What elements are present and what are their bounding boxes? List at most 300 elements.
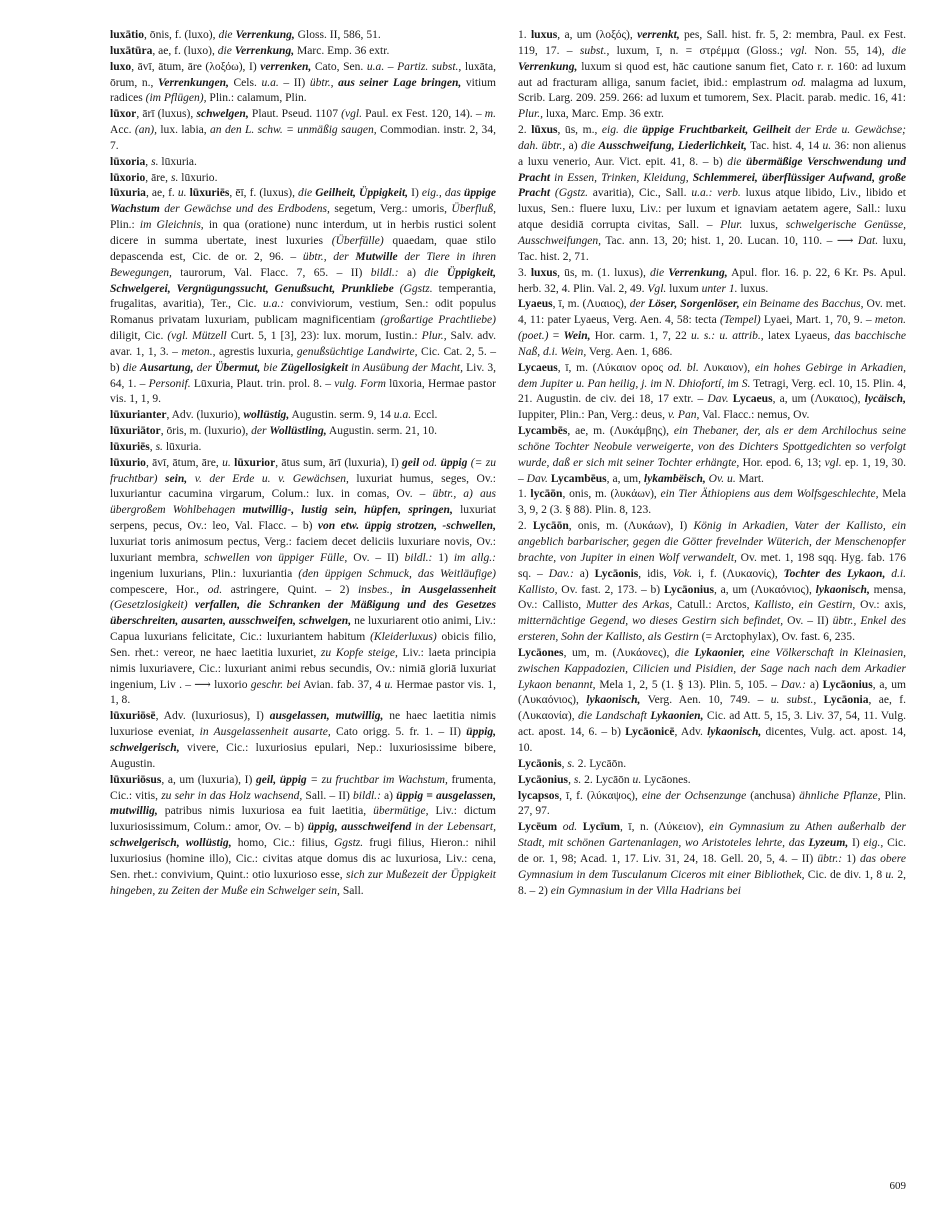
bold-italic-text: übermäßige Verschwendung und Pracht [518,155,907,184]
entry-text: Curt. 5, 1 [3], 23): lux. morum, Iustin.: [226,330,422,343]
italic-text: die [580,139,599,152]
entry-text: , um, m. (Λυκάονες), [563,646,675,659]
bold-italic-text: lykaonisch, [815,583,870,596]
bold-italic-text: Tochter des Lykaon, [783,567,886,580]
italic-text: eig., [863,837,884,850]
italic-text: die [218,29,236,41]
entry-text: Catull.: Arctos, [672,599,755,612]
entry-text [816,694,823,706]
italic-text: u. s.: u. attrib., [690,330,764,343]
entry-text: , ōris, m. (luxurio), [160,425,252,438]
entry-text: , a, um (Λυκαόνιος), [518,678,906,707]
entry-text: Ov. met. 1, 198 sqq. Hyg. fab. 176 sq. – [518,551,906,580]
italic-text: (vgl. Mützell [167,330,227,343]
italic-text: die [891,44,906,57]
page-number: 609 [889,1180,906,1192]
italic-text: ein hohes Gebirge in Arkadien, dem Jupiter u. Pan heilig, j. im N. Dhiofortí, im S. [518,361,906,390]
italic-text: bildl.: [370,266,399,279]
italic-text: ähnliche Pflanze, [799,789,881,802]
bold-italic-text: ausgelassen, mutwillig, [269,710,384,723]
entry-text: Mela 1, 2, 5 (1. § 13). Plin. 5, 105. – [595,678,781,691]
entry-text: Ov. fast. 2, 173. – b) [557,583,664,596]
italic-text: Plur. [720,219,743,232]
italic-text: u. [822,139,832,152]
italic-text: sich zur Mußezeit der Üppigkeit hingeben, zu Zeiten der Muße ein Schwelger sein, [110,868,496,897]
entry-text: luxum [666,282,702,295]
italic-text: (im Pflügen), [145,92,207,105]
entry-text: I) [848,837,864,850]
entry-text: Eccl. [411,409,438,422]
entry-text: i, f. (Λυκαονίς), [692,567,784,580]
bold-italic-text: Üppigkeit, Schwelgerei, Vergnügungssucht, Genußsucht, Prunkliebe [110,266,496,295]
entry-text: 2. Lycāōn. [574,757,627,770]
entry-text: Plin.: calamum, Plin. [206,92,307,105]
dictionary-entry [110,44,496,60]
headword: Lycambēus [550,472,607,485]
entry-text: vitium radices [110,76,496,105]
italic-text: u. [632,773,642,786]
italic-text: genußsüchtige Landwirte, [296,345,418,358]
entry-text: luxu, Tac. hist. 2, 71. [518,234,906,263]
italic-text: in Ausgelassenheit ausarte, [199,726,331,739]
entry-text: lux. labia, [156,124,211,137]
italic-text: bildl.: [404,551,433,564]
entry-text: luxus atque libido, Liv., libido et luxus, Sen.: fluere luxu, Liv.: per luxum et ignaviam aetatem agere, Sall.: luxu atque desidiā corrupta civitas, Sall. – [518,187,906,232]
entry-text: luxāta, ōrum, n., [110,60,496,89]
entry-text: 3. [518,266,531,279]
entry-text: quaedam, quae stilo depascenda est, Cic. de or. 2, 96. – [110,234,496,263]
bold-italic-text: Verrenkung, [234,44,295,57]
headword: lūxorio [110,171,146,184]
italic-text: Vgl. [647,282,667,295]
italic-text: übtr., Enkel des ersteren, Sohn der Kallisto, als Gestirn [518,615,906,644]
entry-text: , [568,773,574,786]
italic-text: König in Arkadien, Vater der Kallisto, ein angeblich barbarischer, gegen die Götter frevelnder Wüterich, der Menschenopfer brachte, von Jupiter in einen Wolf verwandelt, [518,520,906,564]
bold-italic-text: von etw. üppig strotzen, -schwellen, [317,520,496,533]
bold-italic-text: Ausartung, [139,361,194,374]
entry-text: latex Lyaeus, [763,330,835,343]
dictionary-entry [518,424,906,487]
entry-text: Mela 3, 9, 2 (3. § 88). Plin. 8, 123. [518,488,906,517]
entry-text: – II) [278,76,310,89]
italic-text: m. [484,108,497,121]
headword: lūxuriōsus [110,773,162,786]
entry-text: Verg. Aen. 10, 749. – [640,694,771,707]
entry-text: , Adv. (luxuriosus), I) [155,710,270,723]
entry-text: ne haec laetitia nimis luxuriose eveniat, [110,710,496,739]
italic-text: (= zu fruchtbar) [110,456,496,485]
entry-text: Paul. ex Fest. 120, 14). – [361,108,485,121]
headword: lūxurio [110,456,146,469]
italic-text: (vgl. [341,108,362,121]
bold-italic-text: üppige Fruchtbarkeit, Geilheit [642,124,791,137]
italic-text: eig. die [601,124,642,137]
bold-italic-text: verfallen, die Schranken der Mäßigung und des Gesetzes überschreiten, ausarten, ausschweifen, schwelgen, [110,599,496,628]
right-column [518,28,906,899]
italic-text: Plur., [518,108,544,121]
bold-italic-text: lykaonisch, [707,726,762,739]
entry-text: Ov. – II) [347,551,405,564]
dictionary-entry [110,107,496,155]
entry-text: obicis filio, Sen. rhet.: vereor, ne haec laetitia luxuriet, [110,631,496,659]
headword: lūxus [531,124,558,137]
headword: Lycāonius [663,583,714,596]
italic-text: der [193,361,216,374]
italic-text: u.a. – Partiz. subst., [366,60,462,73]
italic-text: ein Beiname des Bacchus, [739,298,864,311]
italic-text: (Überfülle) [331,234,384,247]
bold-italic-text: Verrenkung, [668,266,728,279]
dictionary-entry [110,773,496,900]
dictionary-entry [518,266,906,298]
italic-text: ein Gymnasium in der Villa Hadrians bei [550,884,742,897]
italic-text: im Gleichnis, [139,219,204,232]
entry-text: vivere, Cic.: luxuriosius epulari, Nep.: luxuriosissime bibere, Augustin. [110,741,496,770]
headword: Lyaeus [518,298,553,311]
bold-italic-text: üppig [440,456,468,469]
headword: Lycāonicē [625,726,675,739]
entry-text: Liv. 3, 64, 1. – [110,361,496,390]
headword: Lycaeus [518,361,558,374]
entry-text: Ov.: axis, [855,599,907,612]
entry-text: Lycāones. [641,773,691,786]
headword: luxus [530,29,558,41]
entry-text: mensa, Ov.: Callisto, [518,583,906,612]
italic-text: eig., das [421,187,464,200]
italic-text: s. [573,773,582,786]
bold-italic-text: lykaonisch, [586,694,641,707]
italic-text: u. [384,678,394,691]
headword: lūxoria [110,155,146,168]
italic-text: die [424,266,447,279]
entry-text: lūxuria. [162,440,202,453]
entry-text: lūxuria. [158,155,197,168]
italic-text: Kallisto, ein Gestirn, [754,599,856,612]
headword: lūxurior [234,456,276,469]
dictionary-entry [110,28,496,44]
entry-text: , ōnis, f. (luxo), [144,29,219,41]
entry-text: 1. [518,29,531,41]
entry-text: Mart. [735,472,764,485]
entry-text: , ēī, f. (luxus), [229,187,299,200]
entry-text: , ae, f. (luxo), [152,44,218,57]
italic-text: bie [260,361,281,374]
entry-text: Liv.: laeta principia nimis luxuriavere, Cic.: luxuriant animi rebus secundis, Ov.: nimiā gloriā luxuriat ingenium, Liv . – ⟶ luxorio [110,646,496,691]
italic-text: u.a.: [262,298,285,311]
entry-text: luxus, [742,219,786,232]
italic-text: (Tempel) [720,314,761,327]
italic-text: od. [207,583,223,596]
italic-text: das obere Gymnasium in dem Tusculanum Ciceros mit einer Bibliothek, [518,852,906,881]
dictionary-entry [110,456,496,710]
bold-italic-text: Lykaonier, [694,646,746,659]
headword: lūxuriōsē [110,710,156,723]
bold-italic-text: geil, üppig [255,773,307,786]
entry-text: Plin.: [110,219,140,232]
entry-text: a) [806,678,823,691]
entry-text: Ov. met. 4, 11: pater Lyaeus, Verg. Aen. 4, 58: tecta [518,298,906,327]
italic-text: die [727,155,747,168]
italic-text: u.a.: verb. [691,187,741,200]
entry-text: Avian. fab. 37, 4 [300,678,385,691]
entry-text: , ūs, m. (1. luxus), [557,266,651,279]
entry-text: Cic. de or. 1, 98; Acad. 1, 17. Liv. 31, 24, 18. Gell. 20, 5, 4. – II) [518,837,906,865]
headword: luxātūra [110,44,153,57]
entry-text: a) [573,567,595,580]
entry-text: Sall. – II) [302,789,354,802]
entry-text: 2, 8. – 2) [518,868,906,897]
entry-text: Verg. Aen. 1, 686. [586,345,673,358]
headword: Lycāonis [518,757,562,770]
bold-italic-text: üppig, schwelgerisch, [110,726,496,754]
bold-italic-text: lykambëisch, [643,472,706,485]
italic-text: Ggstz. [333,837,364,850]
entry-text: Sall. [339,884,364,897]
entry-text: Salv. adv. avar. 1, 1, 3. – [110,330,496,358]
italic-text: übtr.: [817,852,843,865]
italic-text: vulg. Form [334,377,386,390]
italic-text: übermütige, [373,805,429,818]
dictionary-entry [518,789,906,821]
italic-text: (Kleiderluxus) [370,631,437,644]
italic-text: Dav.: [548,567,574,580]
entry-text: a) [398,266,425,279]
entry-text: Acc. [110,124,135,137]
entry-text: Gloss. II, 586, 51. [294,29,381,41]
entry-text: Tac. hist. 4, 14 [746,139,823,152]
bold-italic-text: üppige Wachstum [110,187,496,216]
italic-text: (an), [134,124,157,137]
headword: Lycāonius [822,678,873,691]
entry-text: , ūs, m., [557,124,602,137]
dictionary-entry [110,60,496,108]
italic-text: in Essen, Trinken, Kleidung, [550,171,693,184]
italic-text: bildl.: [353,789,381,802]
entry-text: ep. 1, 19, 30. – [518,456,906,485]
dictionary-entry [110,424,496,440]
italic-text: u. [222,456,231,469]
entry-text: patribus nimis luxuriosa ea fuit laetitia, [157,805,374,818]
entry-text: Augustin. serm. 9, 14 [289,409,394,422]
entry-text: a) [380,789,397,802]
bold-italic-text: Verrenkungen, [157,76,229,89]
entry-text: frugi filius, Hieron.: nihil luxuriosius (homine illo), Cic.: civitas atque domus dis ac luxuriosa, Liv.: cena, Sen. rhet.: convivium, Quint.: otio luxurioso esse, [110,837,496,881]
headword: lūxurianter [110,409,167,422]
italic-text: in der Lebensart, [411,821,497,834]
headword: lūxuriēs [110,440,150,453]
italic-text: schwellen von üppiger Fülle, [204,551,348,564]
italic-text: Vok. [672,567,693,580]
entry-text: I) [408,187,422,200]
italic-text: u. [177,187,187,200]
bold-italic-text: sein, [165,472,188,485]
bold-italic-text: lycäisch, [864,393,906,406]
entry-text: in qua (oratione) nunc interdum, ut in herbis rustici solent dicere in summa ubertate, inest luxuries [110,219,496,247]
bold-italic-text: schwelgerisch, wollüstig, [110,837,232,850]
headword: Lycāōn [532,520,569,533]
entry-text: , ātus sum, ārī (luxuria), I) [275,456,402,469]
left-column [110,28,496,899]
dictionary-entry [110,186,496,408]
headword: lūxuriēs [189,187,230,200]
entry-text: , a, um, [606,472,644,485]
entry-text: , a, um (Λυκαιος), [772,393,865,406]
entry-text: ne luxuriarent otio animi, Liv.: Capua luxurians felicitate, Cic.: luxuriantem habitum [110,615,496,644]
entry-text: , āre, [145,171,171,184]
italic-text: (großartige Prachtliebe) [380,314,496,327]
dictionary-entry [518,361,906,424]
entry-text: Plin. 27, 97. [518,789,907,818]
entry-text: luxum si quod est, hāc cautione sanum fiet, Cato r. r. 160: ad luxum aut ad fracturam alliga, sanum faciet, ibid.: emplastrum [518,60,906,89]
headword: Lycāones [518,646,564,659]
italic-text: (den üppigen Schmuck, das Weitläufige) [298,567,496,580]
entry-text: luxus. [737,282,769,295]
headword: luxus [530,266,558,279]
dictionary-entry [518,773,906,789]
headword: lūxor [110,108,137,121]
entry-text: compescere, Hor., [110,583,208,596]
bold-italic-text: in Ausgelassenheit [401,583,496,596]
entry-text: lūxurio. [178,171,218,184]
entry-text: Hor. carm. 1, 7, 22 [590,330,691,343]
italic-text: Überfluß, [451,203,496,216]
bold-italic-text: schwelgen, [196,108,249,121]
entry-text: , a, um (λοξός), [557,29,638,41]
headword: Lycāonius [518,773,569,786]
italic-text: übtr., [309,76,334,89]
entry-text: Ov. – II) [783,615,833,628]
entry-text: 2. Lycāōn [581,773,633,786]
bold-italic-text: wollüstig, [243,409,290,422]
italic-text: der Tiere in ihren Bewegungen, [110,250,496,279]
italic-text: unter 1. [701,282,738,295]
entry-text: (anchusa) [746,789,800,802]
italic-text: insbes., [357,583,393,596]
italic-text: eine der Ochsenzunge [641,789,747,802]
entry-text: Cels. [228,76,262,89]
dictionary-entry [518,123,906,266]
entry-text: pes, Sall. hist. fr. 5, 2: membra, Paul. ex Fest. 119, 17. – [518,29,906,57]
dictionary-entry [518,820,906,899]
italic-text: Dat. [857,234,879,247]
italic-text: Mutter des Arkas, [586,599,673,612]
italic-text: vgl. [824,456,842,469]
entry-text: , ae, f. [145,187,178,200]
italic-text: (Ggstz. [554,187,588,200]
entry-text: Iuppiter, Plin.: Pan, Verg.: deus, [518,409,668,422]
entry-text: , onis, m. (Λυκάων), I) [568,520,694,533]
entry-text: luxum, ī, n. = στρέμμα (Gloss.; [609,44,791,57]
headword: luxo [110,60,132,73]
entry-text: temperantia, frugalitas, avaritia), Ter., Cic. [110,282,496,311]
dictionary-entry [518,519,906,646]
bold-italic-text: Geilheit, Üppigkeit, [315,187,409,200]
italic-text: die [217,44,235,57]
entry-text: 36: non alienus a luxu venerio, Aur. Vict. epit. 41, 8. – b) [518,139,907,168]
entry-text: luxuriat humus, seges, Ov.: luxuriantur cacumina virgarum, Colum.: lux. in comas, Ov. – [110,472,496,501]
italic-text: u.a. [261,76,279,89]
italic-text: u. subst., [770,694,817,707]
headword: luxātio [110,29,145,41]
bold-italic-text: Wollüstling, [269,425,327,438]
bold-italic-text: Verrenkung, [518,60,578,73]
italic-text: der [251,425,270,438]
italic-text: v. Pan, [667,409,700,422]
italic-text: od. [562,821,578,834]
italic-text: die [122,361,140,374]
bold-italic-text: Lyzeum, [808,837,849,850]
entry-text: Non. 55, 14), [807,44,892,57]
dictionary-entry [518,28,906,123]
entry-text: , a, um (luxuria), I) [161,773,256,786]
bold-italic-text: Verrenkung, [235,29,295,41]
bold-italic-text: mutwillig-, lustig sein, hüpfen, springen, [242,504,453,517]
entry-text: homo, Cic.: filius, [231,837,334,850]
headword: Lycīum [582,821,620,834]
dictionary-entry [110,440,496,456]
headword: lūxuria [110,187,146,200]
bold-italic-text: üppig = ausgelassen, mutwillig, [110,789,496,818]
entry-text: , ī, m. (Λυαιος), [552,298,630,311]
headword: Lycaeus [732,393,773,406]
entry-text: diligit, Cic. [110,330,168,343]
italic-text: v. der Erde u. v. Gewächsen, [187,472,349,485]
bold-italic-text: verrenkt, [637,29,680,41]
italic-text: meton. (poet.) [518,314,906,343]
italic-text: s. [567,757,575,770]
entry-text: avaritia), Cic., Sall. [587,187,692,200]
dictionary-entry [110,155,496,171]
entry-text: lūxoria, Hermae pastor vis. 1, 1, 9. [110,377,496,406]
italic-text: Plur., [421,330,447,343]
entry-text: , [149,440,156,453]
italic-text: an den L. schw. = unmäßig saugen, [210,124,377,137]
italic-text: Personif. [148,377,191,390]
entry-text: ingenium luxurians, Plin.: luxuriantia [110,567,299,580]
entry-text: , Adv. (luxurio), [166,409,244,422]
entry-text: Lyaei, Mart. 1, 70, 9. – [760,314,875,327]
italic-text: geschr. bei [250,678,301,691]
entry-text: dicentes, Vulg. act. apost. 14, 10. [518,726,906,754]
bold-italic-text: Wein, [563,330,591,343]
italic-text: übtr., a) aus übergroßem Wohlbehagen [110,488,496,517]
entry-text: agrestis luxuria, [215,345,297,358]
italic-text: Dav. [707,393,729,406]
entry-text: , a, um (Λυκαόνιος), [714,583,816,596]
entry-text: Tac. ann. 13, 20; hist. 1, 20. Lucan. 10, 110. – ⟶ [601,234,858,247]
italic-text: im allg.: [453,551,496,564]
entry-text: taurorum, Val. Flacc. 7, 65. – II) [171,266,371,279]
entry-text: Apul. flor. 16. p. 22, 6 Kr. Ps. Apul. herb. 32, 4. Plin. Val. 2, 49. [518,266,907,295]
italic-text: ein Tier Äthiopiens aus dem Wolfsgeschlechte, [660,488,879,501]
italic-text: das bacchische Naß, d.i. Wein, [518,330,906,358]
dictionary-entry [518,487,906,519]
italic-text: (Ggstz. [399,282,433,295]
bold-italic-text: Löser, Sorgenlöser, [648,298,740,311]
italic-text: zu Kopfe steige, [320,646,398,659]
headword: Lycāonis [594,567,639,580]
entry-text: a) [565,139,581,152]
italic-text: die [298,187,316,200]
bold-italic-text: üppig, ausschweifend [307,821,412,834]
bold-italic-text: Zügellosigkeit [280,361,348,374]
entry-text: luxuriat toris animosum pectus, Verg.: faciem decet deliciis luxuriare novis, Ov.: luxuriant membra, [110,536,496,564]
entry-text: , onis, m. (λυκάων), [562,488,661,501]
italic-text: s. [151,155,159,168]
italic-text: s. [170,171,179,184]
entry-text: Augustin. serm. 21, 10. [326,425,437,438]
italic-text: vgl. [790,44,808,57]
